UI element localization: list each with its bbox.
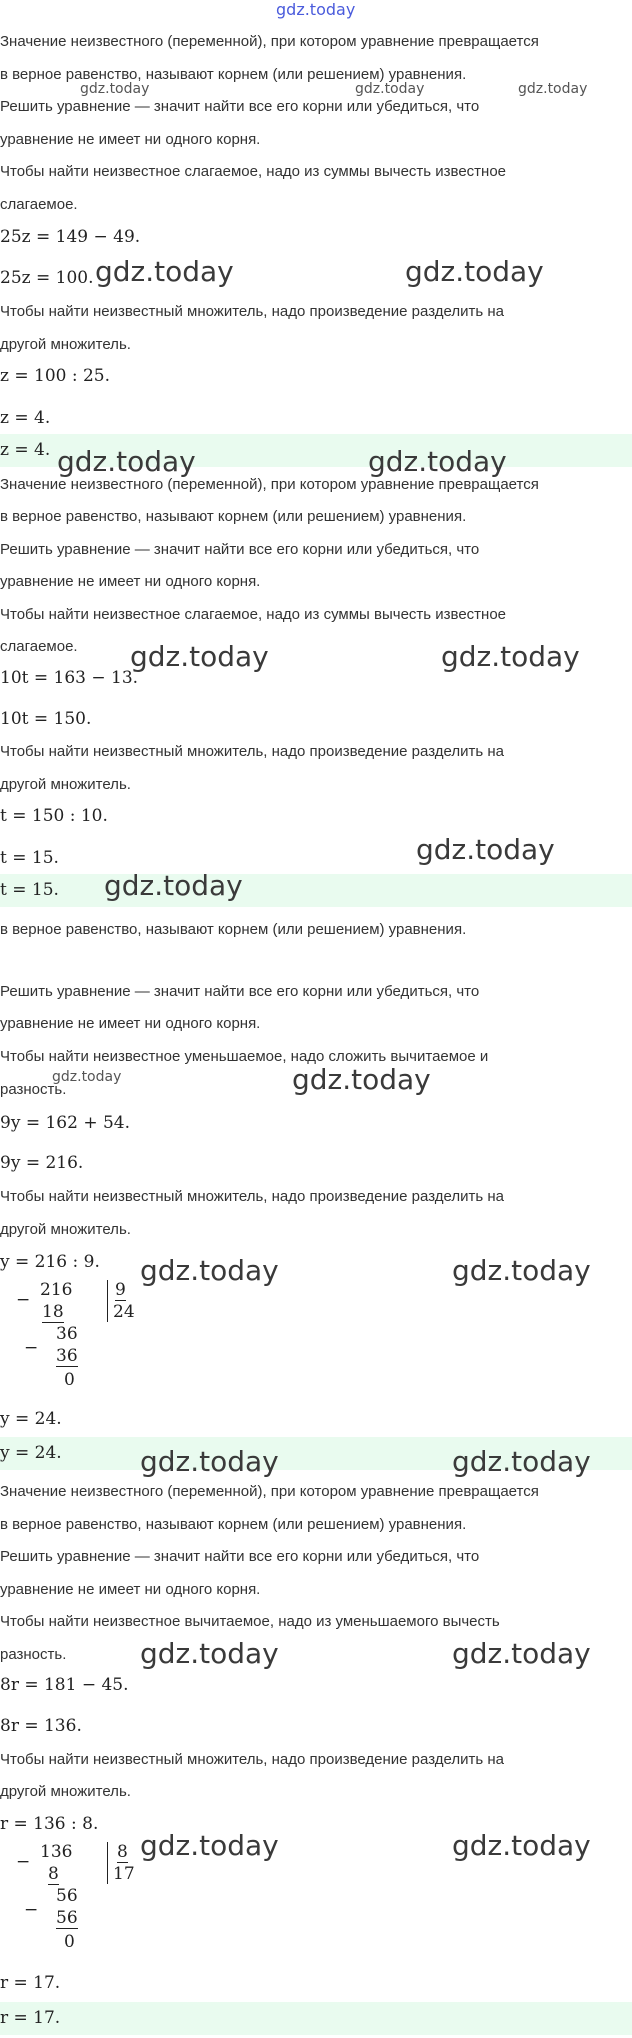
equation-step: 8r = 136.	[0, 1716, 82, 1736]
watermark: gdz.today	[416, 833, 555, 866]
long-division	[0, 1276, 160, 1426]
watermark: gdz.today	[292, 1063, 431, 1096]
answer: r = 17.	[0, 2008, 61, 2028]
minus-sign: −	[24, 1900, 39, 1920]
equation-step: t = 15.	[0, 848, 59, 868]
dividend: 136	[40, 1842, 73, 1862]
equation-step: t = 150 : 10.	[0, 806, 108, 826]
theory-line: Значение неизвестного (переменной), при котором уравнение превращается	[0, 33, 539, 50]
theory-line: слагаемое.	[0, 638, 78, 655]
quotient: 24	[113, 1302, 135, 1322]
equation-step: 25z = 100.	[0, 268, 94, 288]
theory-line: Решить уравнение — значит найти все его корни или убедиться, что	[0, 541, 480, 558]
rule-line: другой множитель.	[0, 336, 131, 353]
watermark: gdz.today	[57, 445, 196, 478]
dividend: 216	[40, 1280, 73, 1300]
watermark: gdz.today	[95, 255, 234, 288]
watermark: gdz.today	[405, 255, 544, 288]
equation-step: 8r = 181 − 45.	[0, 1675, 129, 1695]
answer: y = 24.	[0, 1443, 62, 1463]
subtrahend: 8	[48, 1864, 59, 1884]
subtrahend: 56	[56, 1908, 78, 1928]
equation-step: 9y = 216.	[0, 1153, 84, 1173]
rule-line: другой множитель.	[0, 776, 131, 793]
watermark-small: gdz.today	[518, 81, 588, 97]
watermark: gdz.today	[441, 640, 580, 673]
theory-line: Значение неизвестного (переменной), при котором уравнение превращается	[0, 476, 539, 493]
watermark: gdz.today	[140, 1254, 279, 1287]
equation-step: 10t = 163 − 13.	[0, 668, 139, 688]
divisor: 9	[115, 1280, 126, 1300]
remainder: 56	[56, 1886, 78, 1906]
theory-line: уравнение не имеет ни одного корня.	[0, 1015, 261, 1032]
final-remainder: 0	[64, 1932, 75, 1952]
watermark: gdz.today	[140, 1637, 279, 1670]
final-remainder: 0	[64, 1370, 75, 1390]
theory-line: Чтобы найти неизвестное слагаемое, надо из суммы вычесть известное	[0, 163, 507, 180]
subtrahend: 36	[56, 1346, 78, 1366]
watermark: gdz.today	[452, 1254, 591, 1287]
quotient: 17	[113, 1864, 135, 1884]
theory-line: в верное равенство, называют корнем (или решением) уравнения.	[0, 508, 467, 525]
theory-line: в верное равенство, называют корнем (или решением) уравнения.	[0, 66, 467, 83]
rule-line: Чтобы найти неизвестный множитель, надо произведение разделить на	[0, 303, 504, 320]
theory-line: слагаемое.	[0, 196, 78, 213]
subtrahend: 18	[42, 1302, 64, 1322]
remainder: 36	[56, 1324, 78, 1344]
watermark-small: gdz.today	[355, 81, 425, 97]
equation-step: y = 216 : 9.	[0, 1252, 100, 1272]
theory-line: уравнение не имеет ни одного корня.	[0, 1581, 261, 1598]
watermark: gdz.today	[368, 445, 507, 478]
answer: t = 15.	[0, 880, 59, 900]
minus-sign: −	[16, 1290, 31, 1310]
watermark: gdz.today	[104, 869, 243, 902]
watermark: gdz.today	[452, 1829, 591, 1862]
division-bar	[107, 1280, 108, 1322]
equation-step: z = 100 : 25.	[0, 366, 111, 386]
watermark-small: gdz.today	[52, 1069, 122, 1085]
long-division	[0, 1838, 160, 1988]
answer-band	[0, 874, 632, 907]
theory-line: Значение неизвестного (переменной), при котором уравнение превращается	[0, 1483, 539, 1500]
watermark: gdz.today	[130, 640, 269, 673]
theory-line: в верное равенство, называют корнем (или решением) уравнения.	[0, 921, 467, 938]
theory-line: Чтобы найти неизвестное уменьшаемое, надо сложить вычитаемое и	[0, 1048, 489, 1065]
theory-line: Чтобы найти неизвестное вычитаемое, надо из уменьшаемого вычесть	[0, 1613, 500, 1630]
equation-step: 9y = 162 + 54.	[0, 1113, 131, 1133]
rule-line: Чтобы найти неизвестный множитель, надо произведение разделить на	[0, 743, 504, 760]
watermark: gdz.today	[452, 1445, 591, 1478]
theory-line: уравнение не имеет ни одного корня.	[0, 573, 261, 590]
theory-line: Чтобы найти неизвестное слагаемое, надо из суммы вычесть известное	[0, 606, 507, 623]
theory-line: в верное равенство, называют корнем (или решением) уравнения.	[0, 1516, 467, 1533]
watermark: gdz.today	[452, 1637, 591, 1670]
minus-sign: −	[24, 1338, 39, 1358]
equation-step: r = 136 : 8.	[0, 1814, 99, 1834]
theory-line: разность.	[0, 1081, 67, 1098]
rule-line: Чтобы найти неизвестный множитель, надо произведение разделить на	[0, 1188, 504, 1205]
rule-line: другой множитель.	[0, 1783, 131, 1800]
divisor: 8	[117, 1842, 128, 1862]
theory-line: уравнение не имеет ни одного корня.	[0, 131, 261, 148]
watermark-small: gdz.today	[80, 81, 150, 97]
equation-step: 25z = 149 − 49.	[0, 227, 141, 247]
theory-line: Решить уравнение — значит найти все его корни или убедиться, что	[0, 98, 480, 115]
equation-step: 10t = 150.	[0, 709, 92, 729]
minus-sign: −	[16, 1852, 31, 1872]
answer: z = 4.	[0, 440, 51, 460]
rule-line: Чтобы найти неизвестный множитель, надо произведение разделить на	[0, 1751, 504, 1768]
equation-step: r = 17.	[0, 1973, 61, 1993]
equation-step: z = 4.	[0, 408, 51, 428]
watermark: gdz.today	[140, 1829, 279, 1862]
watermark: gdz.today	[140, 1445, 279, 1478]
answer-band	[0, 2002, 632, 2035]
theory-line: разность.	[0, 1646, 67, 1663]
division-bar	[107, 1842, 108, 1884]
theory-line: Решить уравнение — значит найти все его корни или убедиться, что	[0, 983, 480, 1000]
equation-step: y = 24.	[0, 1409, 62, 1429]
rule-line: другой множитель.	[0, 1221, 131, 1238]
watermark-top: gdz.today	[276, 0, 356, 19]
theory-line: Решить уравнение — значит найти все его корни или убедиться, что	[0, 1548, 480, 1565]
